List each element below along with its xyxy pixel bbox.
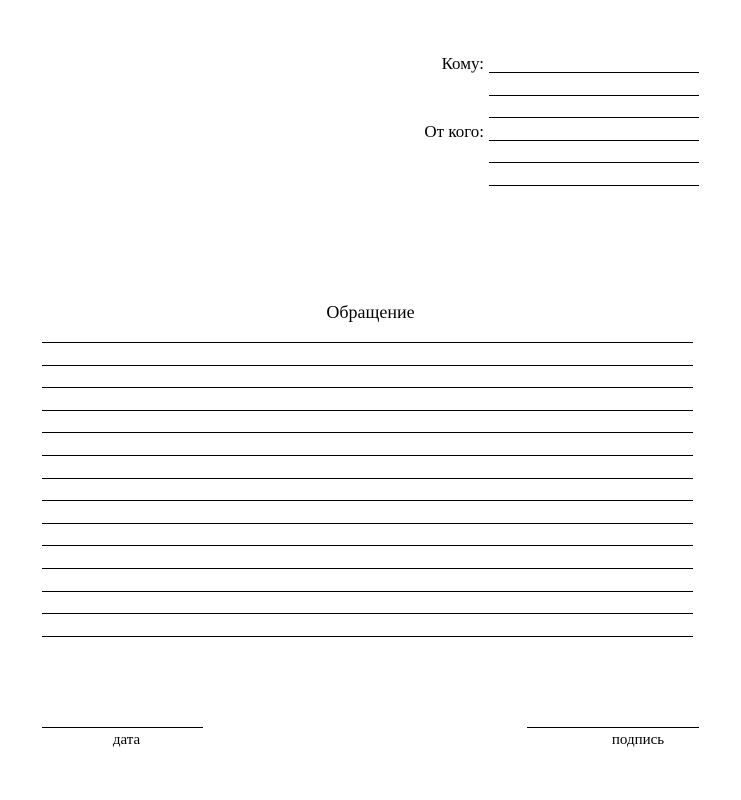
body-line[interactable]	[42, 613, 693, 614]
body-line[interactable]	[42, 523, 693, 524]
document-title: Обращение	[326, 302, 415, 322]
signature-caption: подпись	[611, 732, 665, 748]
to-line-3[interactable]	[489, 117, 699, 118]
to-line-2[interactable]	[489, 95, 699, 96]
body-line[interactable]	[42, 545, 693, 546]
date-caption: дата	[112, 732, 141, 748]
from-line-3[interactable]	[489, 185, 699, 186]
body-line[interactable]	[42, 432, 693, 433]
signature-line[interactable]	[527, 727, 699, 728]
body-line[interactable]	[42, 478, 693, 479]
body-line[interactable]	[42, 591, 693, 592]
body-line[interactable]	[42, 342, 693, 343]
to-line-1[interactable]	[489, 72, 699, 73]
body-line[interactable]	[42, 410, 693, 411]
body-line[interactable]	[42, 500, 693, 501]
from-label: От кого:	[424, 122, 484, 141]
body-line[interactable]	[42, 568, 693, 569]
to-label: Кому:	[441, 54, 484, 73]
body-line[interactable]	[42, 455, 693, 456]
body-line[interactable]	[42, 387, 693, 388]
from-line-2[interactable]	[489, 162, 699, 163]
body-line[interactable]	[42, 636, 693, 637]
from-line-1[interactable]	[489, 140, 699, 141]
body-line[interactable]	[42, 365, 693, 366]
date-line[interactable]	[42, 727, 203, 728]
